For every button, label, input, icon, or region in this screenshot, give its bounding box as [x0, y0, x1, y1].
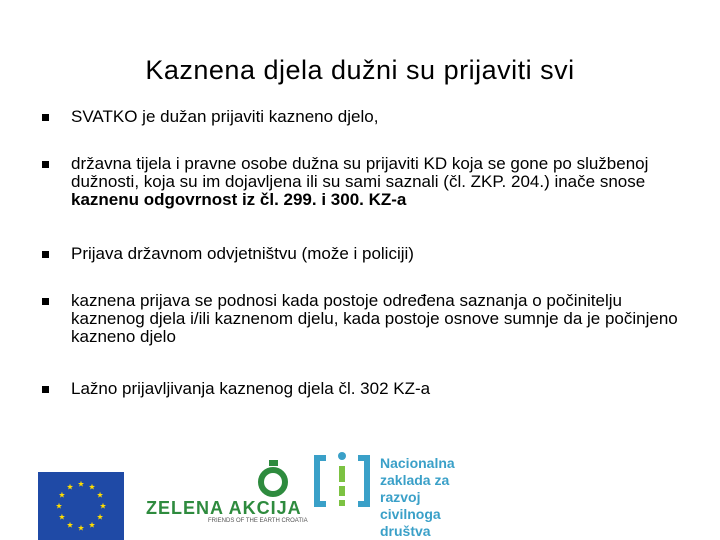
square-bullet-icon	[42, 251, 49, 258]
eu-star-icon	[97, 514, 103, 520]
bullet-text	[71, 108, 690, 126]
slide-title: Kaznena djela dužni su prijaviti svi	[145, 55, 575, 85]
bullet-text	[71, 155, 690, 209]
nz-line: društva	[380, 523, 431, 539]
bullet-bold-run: kaznenu odgovrnost iz čl. 299. i 300. KZ-a	[71, 190, 407, 209]
nz-line: Nacionalna	[380, 455, 455, 471]
square-bullet-icon	[42, 298, 49, 305]
zelena-akcija-logo-text: ZELENA AKCIJA	[146, 498, 302, 518]
eu-star-icon	[78, 525, 84, 531]
eu-flag-logo	[38, 472, 124, 540]
eu-star-icon	[78, 481, 84, 487]
nacionalna-zaklada-bracket-icon	[312, 450, 372, 512]
bullet-run: SVATKO	[71, 107, 138, 126]
eu-star-icon	[59, 514, 65, 520]
eu-stars-icon	[38, 472, 124, 540]
logo-strip	[0, 440, 720, 540]
zelena-akcija-subtitle: FRIENDS OF THE EARTH CROATIA	[208, 518, 308, 524]
eu-star-icon	[59, 492, 65, 498]
bullet-text	[71, 245, 690, 263]
bullet-run: državna tijela i pravne osobe dužna su prijaviti KD koja se gone po službenoj dužnosti, koja su im dojavljena ili su sami saznali (čl. ZKP. 204.) inače snose	[71, 154, 649, 191]
bullet-text	[71, 292, 690, 346]
bullet-run: je dužan prijaviti kazneno djelo,	[137, 107, 379, 126]
eu-star-icon	[89, 484, 95, 490]
eu-star-icon	[67, 522, 73, 528]
bullet-run: Prijava državnom odvjetništvu (može i policiji)	[71, 244, 414, 263]
bullet-run: kaznena prijava se podnosi kada postoje određena saznanja o počinitelju kaznenog djela i/ili kaznenom djelu, kada postoje osnove sumnje da je počinjeno kazneno djelo	[71, 291, 678, 346]
zelena-akcija-ring-icon	[256, 458, 290, 498]
eu-star-icon	[56, 503, 62, 509]
bullet-run: Lažno prijavljivanja kaznenog djela čl. 302 KZ-a	[71, 379, 431, 398]
eu-star-icon	[67, 484, 73, 490]
nz-line: zaklada za	[380, 472, 450, 488]
square-bullet-icon	[42, 386, 49, 393]
bullet-text	[71, 380, 690, 398]
nz-line: razvoj	[380, 489, 421, 505]
square-bullet-icon	[42, 161, 49, 168]
eu-star-icon	[100, 503, 106, 509]
square-bullet-icon	[42, 114, 49, 121]
eu-star-icon	[97, 492, 103, 498]
eu-star-icon	[89, 522, 95, 528]
nacionalna-zaklada-logo-text	[380, 455, 455, 540]
nz-line: civilnoga	[380, 506, 441, 522]
